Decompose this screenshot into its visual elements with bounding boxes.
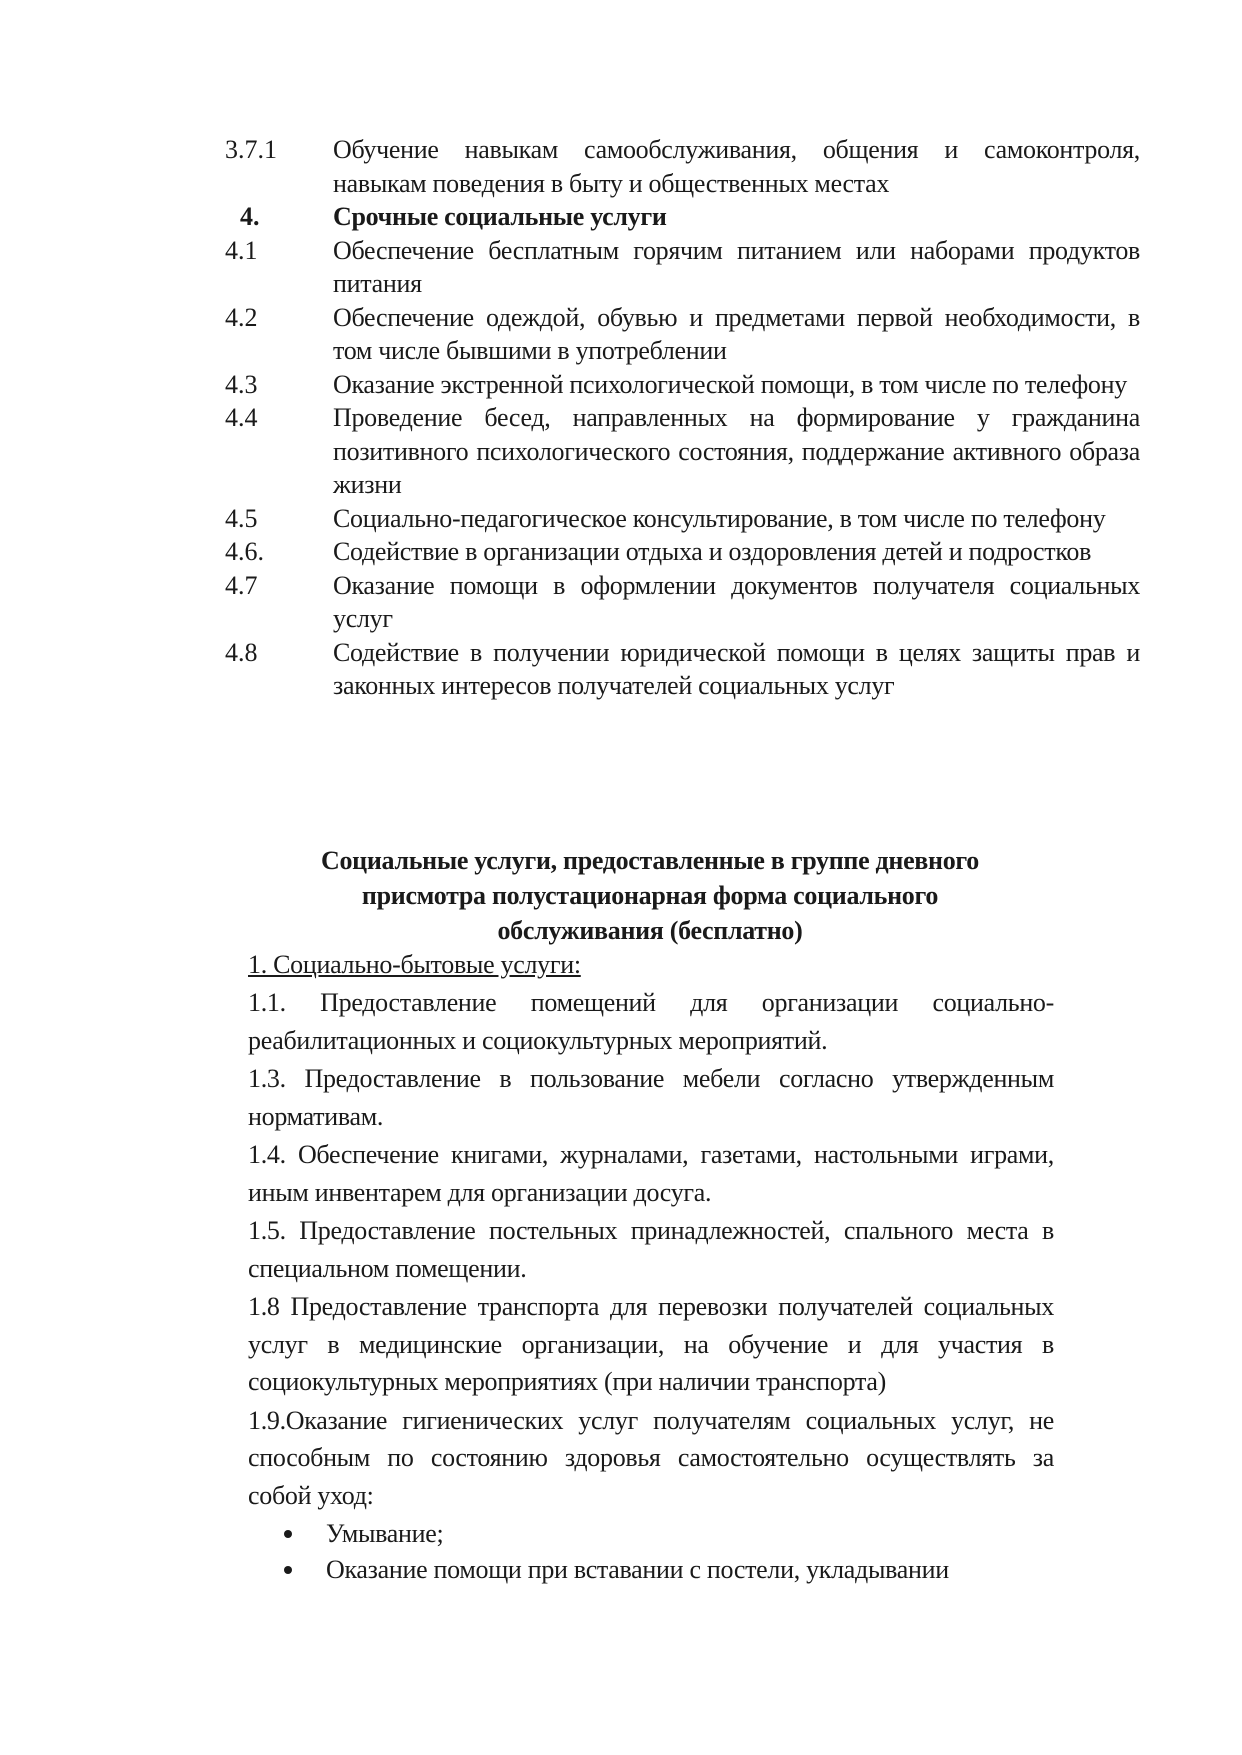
- item-number: 4.1: [225, 235, 258, 265]
- bullet-list: [248, 1516, 1054, 1588]
- paragraph-1-5: 1.5. Предоставление постельных принадлежностей, спального места в специальном помещении.: [248, 1216, 1054, 1283]
- item-text: Оказание экстренной психологической помощи, в том числе по телефону: [333, 369, 1127, 399]
- item-text: Социально-педагогическое консультирование, в том числе по телефону: [333, 503, 1106, 533]
- bullet-text: Умывание;: [326, 1519, 444, 1548]
- item-text: Обеспечение одеждой, обувью и предметами первой необходимости, в том числе бывшими в употреблении: [333, 302, 1140, 365]
- item-number: 4.2: [225, 302, 258, 332]
- bullet-icon: [284, 1566, 292, 1574]
- paragraph-1-8: 1.8 Предоставление транспорта для перевозки получателей социальных услуг в медицинские организации, на обучение и для участия в социокультурных мероприятиях (при наличии транспорта): [248, 1292, 1054, 1396]
- item-text: Проведение бесед, направленных на формирование у гражданина позитивного психологического состояния, поддержание активного образа жизни: [333, 403, 1140, 499]
- bullet-item: [284, 1552, 1054, 1588]
- subsection-heading: 1. Социально-бытовые услуги:: [248, 950, 581, 979]
- item-number: 4.6.: [225, 537, 264, 566]
- section-title-line-2: присмотра полустационарная форма социального: [361, 881, 939, 910]
- item-text: Содействие в организации отдыха и оздоровления детей и подростков: [333, 537, 1092, 566]
- bullet-icon: [284, 1530, 292, 1538]
- list-item-4-2: [215, 301, 1140, 368]
- item-number: 4.8: [225, 637, 258, 667]
- item-text: Срочные социальные услуги: [333, 202, 667, 231]
- item-text: Обучение навыкам самообслуживания, общения и самоконтроля, навыкам поведения в быту и общественных местах: [333, 135, 1140, 198]
- item-number: 4.4: [225, 403, 258, 432]
- list-item-4-4: [215, 401, 1140, 502]
- list-item-4-6: [215, 535, 1140, 569]
- item-number: 3.7.1: [225, 135, 277, 164]
- section-title-line-3: обслуживания (бесплатно): [497, 916, 803, 945]
- paragraph-1-4: 1.4. Обеспечение книгами, журналами, газетами, настольными играми, иным инвентарем для организации досуга.: [248, 1140, 1054, 1207]
- list-item-4-5: [215, 502, 1140, 536]
- item-number: 4.: [240, 202, 260, 231]
- paragraph-1-1: 1.1. Предоставление помещений для организации социально-реабилитационных и социокультурных мероприятий.: [248, 988, 1054, 1055]
- section-title-line-1: Социальные услуги, предоставленные в группе дневного: [320, 846, 979, 875]
- list-item-4-7: [215, 569, 1140, 636]
- paragraph-1-9: 1.9.Оказание гигиенических услуг получателям социальных услуг, не способным по состоянию здоровья самостоятельно осуществлять за собой уход:: [248, 1405, 1054, 1510]
- item-text: Оказание помощи в оформлении документов получателя социальных услуг: [333, 570, 1140, 633]
- list-item-3-7-1: [215, 133, 1140, 200]
- bullet-item: [284, 1516, 1054, 1552]
- item-number: 4.3: [225, 369, 258, 399]
- day-care-services: [248, 946, 1054, 1588]
- urgent-services-list: [215, 133, 1140, 703]
- item-number: 4.5: [225, 503, 258, 533]
- item-number: 4.7: [225, 570, 258, 600]
- bullet-text: Оказание помощи при вставании с постели, укладывании: [326, 1555, 949, 1584]
- list-item-4-8: [215, 636, 1140, 703]
- list-item-4-3: [215, 368, 1140, 402]
- item-text: Содействие в получении юридической помощи в целях защиты прав и законных интересов получателей социальных услуг: [333, 637, 1140, 700]
- section-title: [240, 843, 1060, 948]
- item-text: Обеспечение бесплатным горячим питанием или наборами продуктов питания: [333, 235, 1140, 298]
- list-item-4-1: [215, 234, 1140, 301]
- section-heading-4: [215, 200, 1140, 234]
- paragraph-1-3: 1.3. Предоставление в пользование мебели согласно утвержденным нормативам.: [248, 1064, 1054, 1131]
